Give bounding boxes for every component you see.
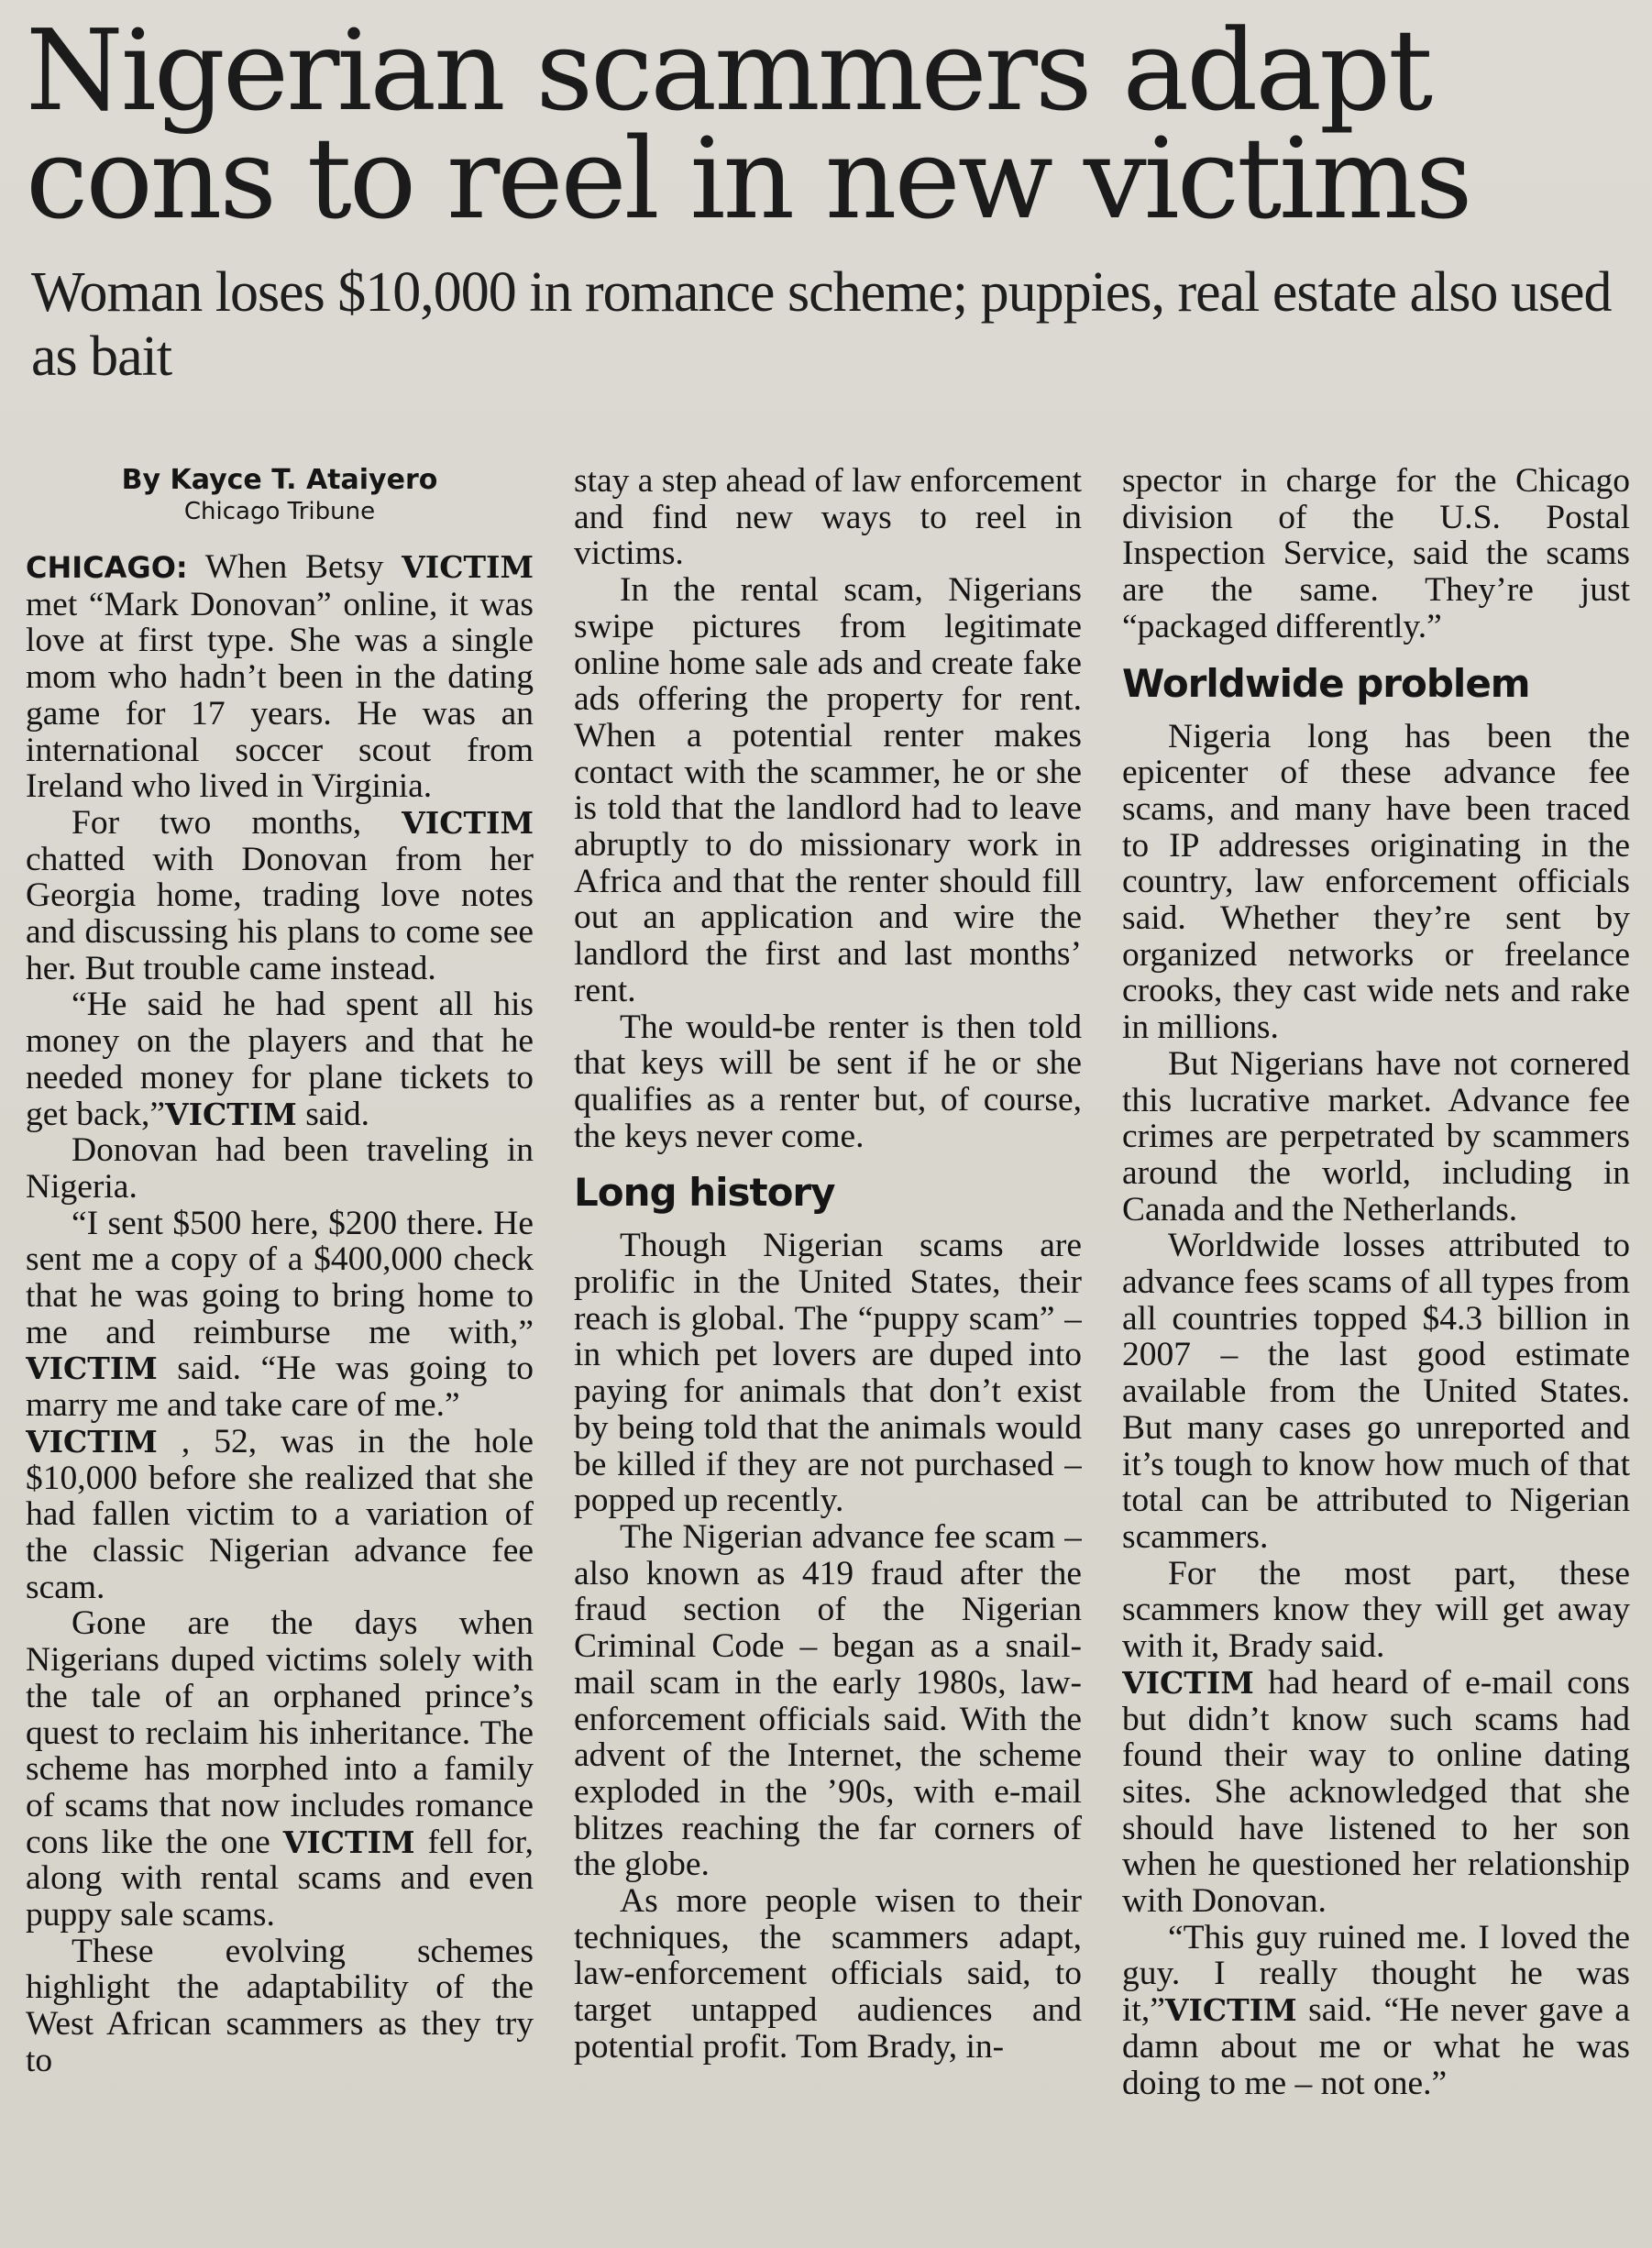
redaction-label: VICTIM [26, 1423, 158, 1460]
column-3 [1122, 463, 1630, 2230]
paragraph: But Nigerians have not cornered this lucrative market. Advance fee crimes are perpetrated by scammers around the world, including in Canada and the Netherlands. [1122, 1044, 1630, 1229]
paragraph [26, 549, 534, 805]
paragraph: Though Nigerian scams are prolific in the United States, their reach is global. The “puppy scam” – in which pet lovers are duped into paying for animals that don’t exist by being told that the animals would be killed if they are not purchased – popped up recently. [574, 1227, 1082, 1520]
paragraph: The would-be renter is then told that keys will be sent if he or she qualifies as a renter but, of course, the keys never come. [574, 1008, 1082, 1155]
paragraph-text: “This guy ruined me. I loved the guy. I really thought he was it,” [1122, 1918, 1630, 2030]
redaction-label: VICTIM [1122, 1664, 1254, 1701]
paragraph-text: said. “He never gave a damn about me or what he was doing to me – not one.” [1122, 1991, 1630, 2102]
paragraph-text: had heard of e-mail cons but didn’t know such scams had found their way to online dating sites. She acknowledged that she should have listened to her son when he questioned her relationship with Donovan. [1122, 1663, 1630, 1921]
paragraph-text: said. “He was going to marry me and take care of me.” [26, 1350, 534, 1425]
column-2 [574, 463, 1082, 2230]
paragraph [1122, 1920, 1630, 2102]
paragraph [26, 1424, 534, 1606]
paragraph [26, 1605, 534, 1933]
paragraph: As more people wisen to their techniques, the scammers adapt, law-enforcement officials said, to target untapped audiences and potential profit. Tom Brady, in- [574, 1882, 1082, 2066]
redaction-label: VICTIM [1164, 1992, 1297, 2029]
section-heading: Worldwide problem [1122, 660, 1530, 706]
subheadline: Woman loses $10,000 in romance scheme; puppies, real estate also used as bait [31, 261, 1612, 388]
dateline: CHICAGO: [26, 550, 188, 585]
paragraph [26, 1206, 534, 1424]
paragraph: For the most part, these scammers know they will get away with it, Brady said. [1122, 1554, 1630, 1666]
redaction-label: VICTIM [282, 1824, 415, 1860]
paragraph [26, 986, 534, 1132]
redaction-label: VICTIM [165, 1096, 297, 1132]
paragraph [1122, 1665, 1630, 1920]
headline: Nigerian scammers adapt cons to reel in new victims [26, 6, 1470, 244]
section-heading: Long history [574, 1170, 835, 1216]
byline-publication: Chicago Tribune [183, 498, 376, 525]
byline-author: By Kayce T. Ataiyero [121, 464, 438, 496]
column-1 [26, 463, 534, 2230]
paragraph-text: When Betsy [187, 548, 402, 586]
paragraph-text: For two months, [72, 803, 402, 842]
paragraph: The Nigerian advance fee scam – also known as 419 fraud after the fraud section of the Nigerian Criminal Code – began as a snail-mail scam in the early 1980s, law-enforcement officials said. With the advent of the Internet, the scheme exploded in the ’90s, with e-mail blitzes reaching the far corners of the globe. [574, 1517, 1082, 1884]
paragraph-text: “I sent $500 here, $200 there. He sent me a copy of a $400,000 check that he was going to bring home to me and reimburse me with,” [26, 1204, 534, 1351]
article-body [26, 463, 1630, 2230]
paragraph-text: chatted with Donovan from her Georgia home, trading love notes and discussing his plans to come see her. But trouble came instead. [26, 840, 534, 987]
paragraph-text: Gone are the days when Nigerians duped victims solely with the tale of an orphaned prince’s quest to reclaim his inheritance. The scheme has morphed into a family of scams that now includes romance cons like the one [26, 1604, 534, 1861]
paragraph: Nigeria long has been the epicenter of these advance fee scams, and many have been traced to IP addresses originating in the country, law enforcement officials said. Whether they’re sent by organized networks or freelance crooks, they cast wide nets and rake in millions. [1122, 717, 1630, 1047]
paragraph [26, 805, 534, 987]
redaction-label: VICTIM [402, 804, 534, 841]
paragraph-text: “He said he had spent all his money on the players and that he needed money for plane tickets to get back,” [26, 986, 534, 1133]
paragraph: stay a step ahead of law enforcement and find new ways to reel in victims. [574, 463, 1082, 573]
paragraph: These evolving schemes highlight the adaptability of the West African scammers as they try to [26, 1932, 534, 2079]
redaction-label: VICTIM [26, 1350, 158, 1387]
paragraph: In the rental scam, Nigerians swipe pictures from legitimate online home sale ads and create fake ads offering the property for rent. When a potential renter makes contact with the scammer, he or she is told that the landlord had to leave abruptly to do missionary work in Africa and that the renter should fill out an application and wire the landlord the first and last months’ rent. [574, 571, 1082, 1009]
paragraph: spector in charge for the Chicago division of the U.S. Postal Inspection Service, said the scams are the same. They’re just “packaged differently.” [1122, 463, 1630, 645]
paragraph-text: , 52, was in the hole $10,000 before she realized that she had fallen victim to a variation of the classic Nigerian advance fee scam. [26, 1422, 534, 1606]
paragraph: Donovan had been traveling in Nigeria. [26, 1131, 534, 1206]
paragraph-text: met “Mark Donovan” online, it was love at first type. She was a single mom who hadn’t been in the dating game for 17 years. He was an international soccer scout from Ireland who lived in Virginia. [26, 585, 534, 806]
paragraph-text: said. [296, 1095, 369, 1133]
paragraph: Worldwide losses attributed to advance fees scams of all types from all countries topped $4.3 billion in 2007 – the last good estimate available from the United States. But many cases go unreported and it’s tough to know how much of that total can be attributed to Nigerian scammers. [1122, 1227, 1630, 1556]
redaction-label: VICTIM [402, 549, 534, 585]
paragraph-text: fell for, along with rental scams and even puppy sale scams. [26, 1823, 534, 1934]
byline [26, 463, 534, 525]
